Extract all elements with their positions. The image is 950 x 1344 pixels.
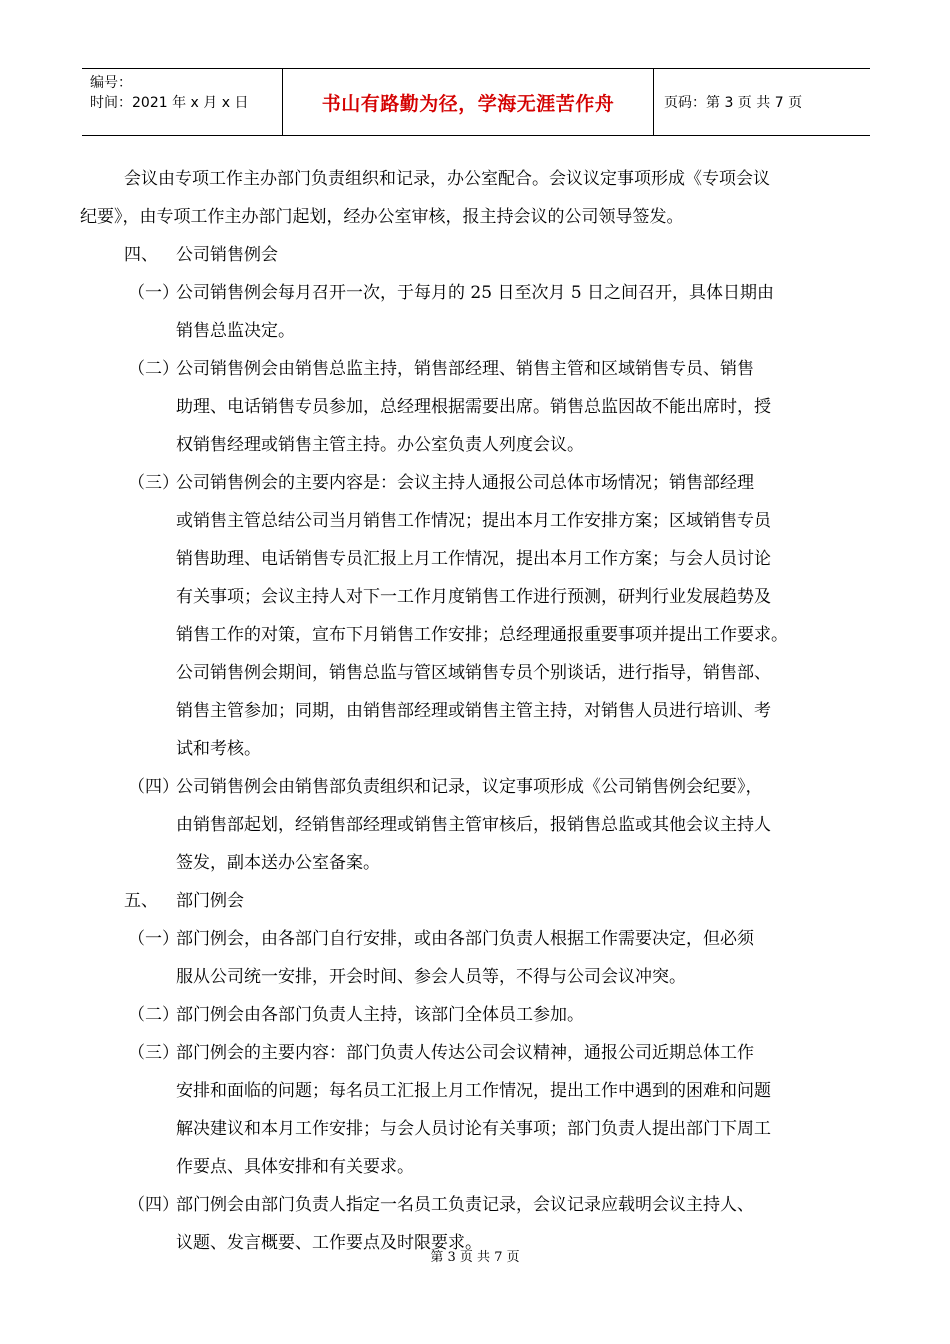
item-number: （三） [128,1043,179,1063]
item-number: （四） [128,1195,179,1215]
document-header [82,68,870,136]
paragraph-line: 纪要》，由专项工作主办部门起划，经办公室审核，报主持会议的公司领导签发。 [80,207,684,227]
item-text-line: 由销售部起划，经销售部经理或销售主管审核后，报销售总监或其他会议主持人 [176,815,771,835]
list-item [80,996,870,1034]
item-text: 公司销售例会的主要内容是：会议主持人通报公司总体市场情况；销售部经理 [176,473,754,493]
header-motto-cell [282,69,654,135]
item-text-line: 试和考核。 [176,739,261,759]
item-text-line: 服从公司统一安排，开会时间、参会人员等，不得与公司会议冲突。 [176,967,686,987]
item-text-line: 或销售主管总结公司当月销售工作情况；提出本月工作安排方案；区域销售专员 [176,511,771,531]
doc-date-label: 时间：2021 年 x 月 x 日 [90,95,249,111]
item-number: （二） [128,1005,179,1025]
item-text-line: 权销售经理或销售主管主持。办公室负责人列度会议。 [176,435,584,455]
page-footer [0,1246,950,1265]
section-heading-5 [80,882,870,920]
item-text-line: 销售主管参加；同期，由销售部经理或销售主管主持，对销售人员进行培训、考 [176,701,771,721]
item-text: 部门例会由部门负责人指定一名员工负责记录，会议记录应载明会议主持人、 [176,1195,754,1215]
paragraph-line: 会议由专项工作主办部门负责组织和记录，办公室配合。会议议定事项形成《专项会议 [124,169,770,189]
item-text-line: 助理、电话销售专员参加，总经理根据需要出席。销售总监因故不能出席时，授 [176,397,771,417]
list-item [80,920,870,958]
list-item [80,1186,870,1224]
item-text-line: 安排和面临的问题；每名员工汇报上月工作情况，提出工作中遇到的困难和问题 [176,1081,771,1101]
list-item [80,464,870,502]
item-text: 部门例会由各部门负责人主持，该部门全体员工参加。 [176,1005,584,1025]
item-text: 部门例会，由各部门自行安排，或由各部门负责人根据工作需要决定，但必须 [176,929,754,949]
section-heading-4 [80,236,870,274]
item-text-line: 签发，副本送办公室备案。 [176,853,380,873]
list-item [80,768,870,806]
item-text: 公司销售例会由销售总监主持，销售部经理、销售主管和区域销售专员、销售 [176,359,754,379]
item-text: 部门例会的主要内容：部门负责人传达公司会议精神，通报公司近期总体工作 [176,1043,754,1063]
item-text-line: 解决建议和本月工作安排；与会人员讨论有关事项；部门负责人提出部门下周工 [176,1119,771,1139]
section-number: 四、 [124,245,158,265]
header-info [82,69,282,135]
document-body [80,160,870,1262]
list-item [80,274,870,312]
item-number: （二） [128,359,179,379]
footer-page-number: 第 3 页 共 7 页 [430,1250,520,1265]
item-text: 公司销售例会每月召开一次，于每月的 25 日至次月 5 日之间召开，具体日期由 [176,283,775,303]
item-number: （四） [128,777,179,797]
list-item [80,350,870,388]
doc-code-label: 编号： [90,75,132,91]
header-page-label: 页码：第 3 页 共 7 页 [664,95,803,111]
section-title: 部门例会 [176,891,244,911]
item-text-line: 作要点、具体安排和有关要求。 [176,1157,414,1177]
section-title: 公司销售例会 [176,245,278,265]
list-item [80,1034,870,1072]
item-text-line: 销售工作的对策，宣布下月销售工作安排；总经理通报重要事项并提出工作要求。 [176,625,788,645]
item-text-line: 销售总监决定。 [176,321,295,341]
item-text-line: 销售助理、电话销售专员汇报上月工作情况，提出本月工作方案；与会人员讨论 [176,549,771,569]
item-number: （三） [128,473,179,493]
header-motto: 书山有路勤为径，学海无涯苦作舟 [321,92,615,115]
item-text-line: 议题、发言概要、工作要点及时限要求。 [176,1233,482,1253]
item-number: （一） [128,929,179,949]
item-text-line: 公司销售例会期间，销售总监与管区域销售专员个别谈话，进行指导，销售部、 [176,663,771,683]
section-number: 五、 [124,891,158,911]
item-text: 公司销售例会由销售部负责组织和记录，议定事项形成《公司销售例会纪要》， [176,777,763,797]
item-text-line: 有关事项；会议主持人对下一工作月度销售工作进行预测，研判行业发展趋势及 [176,587,771,607]
header-page-cell [654,69,870,135]
item-number: （一） [128,283,179,303]
